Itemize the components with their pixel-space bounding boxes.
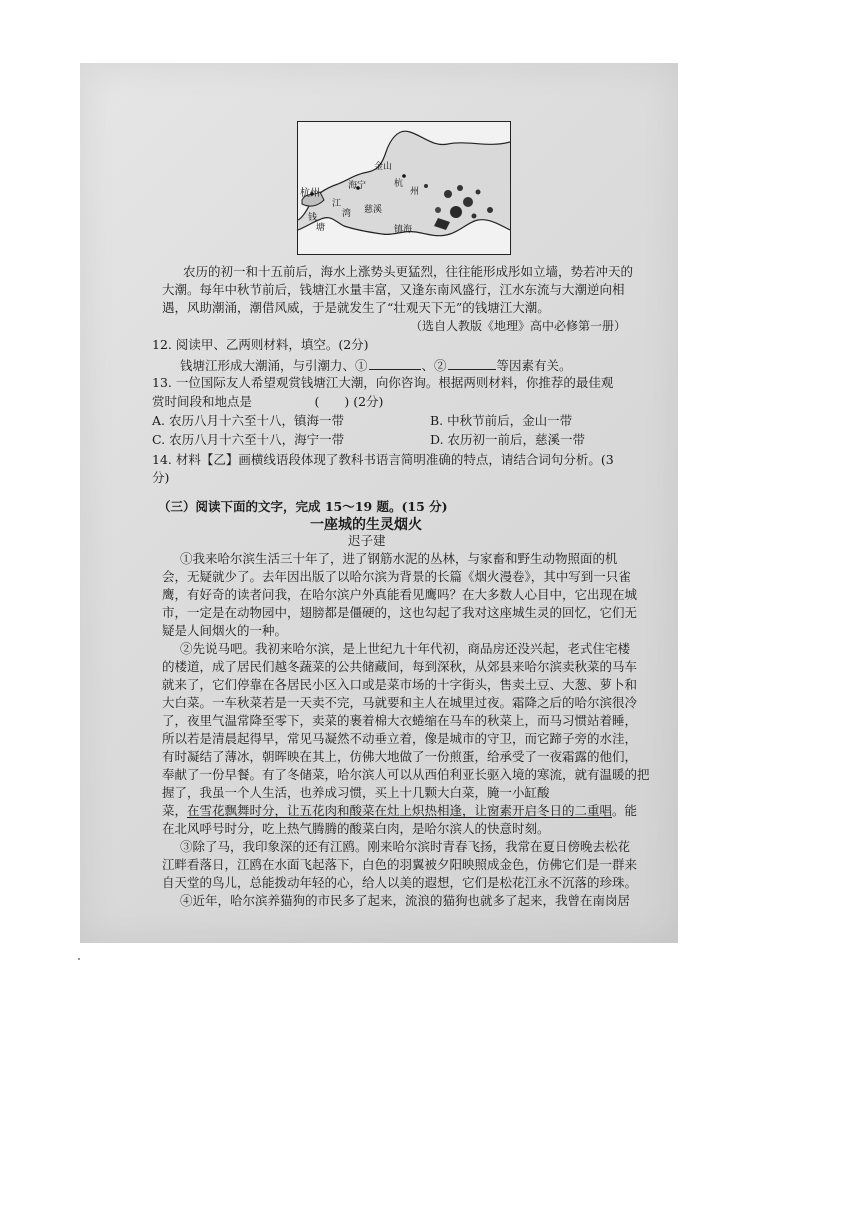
article-line: 鹰，有好奇的读者问我，在哈尔滨户外真能看见鹰吗？在大多数人心目中，它出现在城: [162, 587, 638, 602]
article-line: 握了，我虽一个人生活，也养成习惯，买上十几颗大白菜，腌一小缸酸: [162, 785, 550, 800]
q13-option-a[interactable]: A. 农历八月十六至十八，镇海一带: [152, 413, 344, 428]
article-underlined-line: [162, 805, 637, 818]
article-line: 市，一定是在动物园中，翅膀都是僵硬的，这也勾起了我对这座城生灵的回忆，它们无: [162, 605, 638, 620]
q12-blank-1[interactable]: [369, 358, 421, 370]
map-label-zhou: 州: [410, 187, 420, 197]
map-label-zhenhai: 镇海: [394, 225, 413, 235]
q12-fill-line: [180, 358, 572, 373]
scanned-exam-photo: [80, 63, 678, 943]
q13-option-c[interactable]: C. 农历八月十六至十八，海宁一带: [152, 432, 345, 447]
article-line: ③除了马，我印象深的还有江鸥。刚来哈尔滨时青春飞扬，我常在夏日傍晚去松花: [180, 839, 631, 854]
article-line: 有时凝结了薄冰，朝晖映在其上，仿佛大地做了一份煎蛋，给承受了一夜霜露的他们，: [162, 749, 638, 764]
q13-prompt: 13. 一位国际友人希望观赏钱塘江大潮，向你咨询。根据两则材料，你推荐的最佳观: [152, 375, 614, 390]
underline-pre: 菜，: [162, 803, 188, 818]
q13-option-d[interactable]: D. 农历初一前后，慈溪一带: [430, 432, 586, 447]
underlined-passage: 在雪花飘舞时分，让五花肉和酸菜在灶上炽热相逢，让窗素开启冬日的二重唱: [187, 803, 613, 818]
material-b-line-3: 遇，风助潮涌，潮借风威，于是就发生了“壮观天下无”的钱塘江大潮。: [162, 300, 550, 315]
article-line: ④近年，哈尔滨养猫狗的市民多了起来，流浪的猫狗也就多了起来，我曾在南岗居: [180, 893, 631, 908]
q13-option-b[interactable]: B. 中秋节前后，金山一带: [430, 413, 573, 428]
article-line: 所以若是清晨起得早，常见马凝然不动垂立着，像是城市的守卫，而它蹄子旁的水洼，: [162, 731, 638, 746]
article-line: ②先说马吧。我初来哈尔滨，是上世纪九十年代初，商品房还没兴起，老式住宅楼: [180, 641, 631, 656]
article-line: 在北风呼号时分，吃上热气腾腾的酸菜白肉，是哈尔滨人的快意时刻。: [162, 821, 550, 836]
map-label-hangzhou: 杭州: [300, 188, 320, 199]
material-b-source: （选自人教版《地理》高中必修第一册）: [410, 319, 627, 333]
q12-blank-2[interactable]: [448, 358, 496, 370]
article-line: 自天堂的鸟儿，总能拨动年轻的心，给人以美的遐想，它们是松花江永不沉落的珍珠。: [162, 875, 638, 890]
underline-post: 。能: [612, 803, 638, 818]
map-label-tang: 塘: [316, 223, 326, 233]
material-b-line-1: 农历的初一和十五前后，海水上涨势头更猛烈，往往能形成彤如立墙，势若冲天的: [183, 264, 634, 279]
article-line: 江畔看落日，江鸥在水面飞起落下，白色的羽翼被夕阳映照成金色，仿佛它们是一群来: [162, 857, 638, 872]
article-line: ①我来哈尔滨生活三十年了，进了钢筋水泥的丛林，与家畜和野生动物照面的机: [180, 551, 618, 566]
q14-prompt-2: 分): [152, 470, 170, 485]
material-b-line-2: 大潮。每年中秋节前后，钱塘江水量丰富，又逢东南风盛行，江水东流与大潮逆向相: [162, 282, 625, 297]
map-label-jiang: 江: [332, 199, 342, 209]
article-title: 一座城的生灵烟火: [310, 517, 422, 533]
article-line: 会，无疑就少了。去年因出版了以哈尔滨为背景的长篇《烟火漫卷》，其中写到一只雀: [162, 569, 631, 584]
map-label-jinshan: 金山: [374, 162, 393, 172]
q14-prompt: 14. 材料【乙】画横线语段体现了教科书语言简明准确的特点，请结合词句分析。(3: [152, 452, 614, 467]
q12-text-c: 等因素有关。: [496, 358, 572, 373]
map-label-hang: 杭: [394, 179, 404, 189]
article-line: 疑是人间烟火的一种。: [162, 623, 288, 638]
article-author: 迟子建: [348, 533, 386, 548]
article-line: 了，夜里气温常降至零下，卖菜的裹着棉大衣蜷缩在马车的秋菜上，而马习惯站着睡，: [162, 713, 638, 728]
q12-text-a: 钱塘江形成大潮涌，与引潮力、①: [180, 358, 368, 373]
article-line: 大白菜。一车秋菜若是一天卖不完，马就要和主人在城里过夜。霜降之后的哈尔滨很冷: [162, 695, 638, 710]
map-label-qian: 钱: [308, 213, 318, 223]
article-line: 奉献了一份早餐。有了冬储菜，哈尔滨人可以从西伯利亚长驱入境的寒流，就有温暖的把: [162, 767, 650, 782]
stray-dot: [78, 958, 80, 960]
map-label-haining: 海宁: [348, 181, 367, 191]
qiantang-bay-map: [297, 121, 511, 255]
article-line: 就来了，它们停靠在各居民小区入口或是菜市场的十字街头，售卖土豆、大葱、萝卜和: [162, 677, 638, 692]
q12-text-b: 、②: [421, 358, 447, 373]
map-label-cixi: 慈溪: [364, 205, 383, 215]
map-label-wan: 湾: [342, 209, 352, 219]
article-line: 的楼道，成了居民们越冬蔬菜的公共储藏间，每到深秋，从郊县来哈尔滨卖秋菜的马车: [162, 659, 638, 674]
section-3-heading: （三）阅读下面的文字，完成 15～19 题。(15 分): [158, 499, 448, 514]
q13-prompt-2: 赏时间段和地点是 ( ) (2分): [152, 394, 384, 409]
q12-prompt: 12. 阅读甲、乙两则材料，填空。(2分): [152, 337, 369, 352]
